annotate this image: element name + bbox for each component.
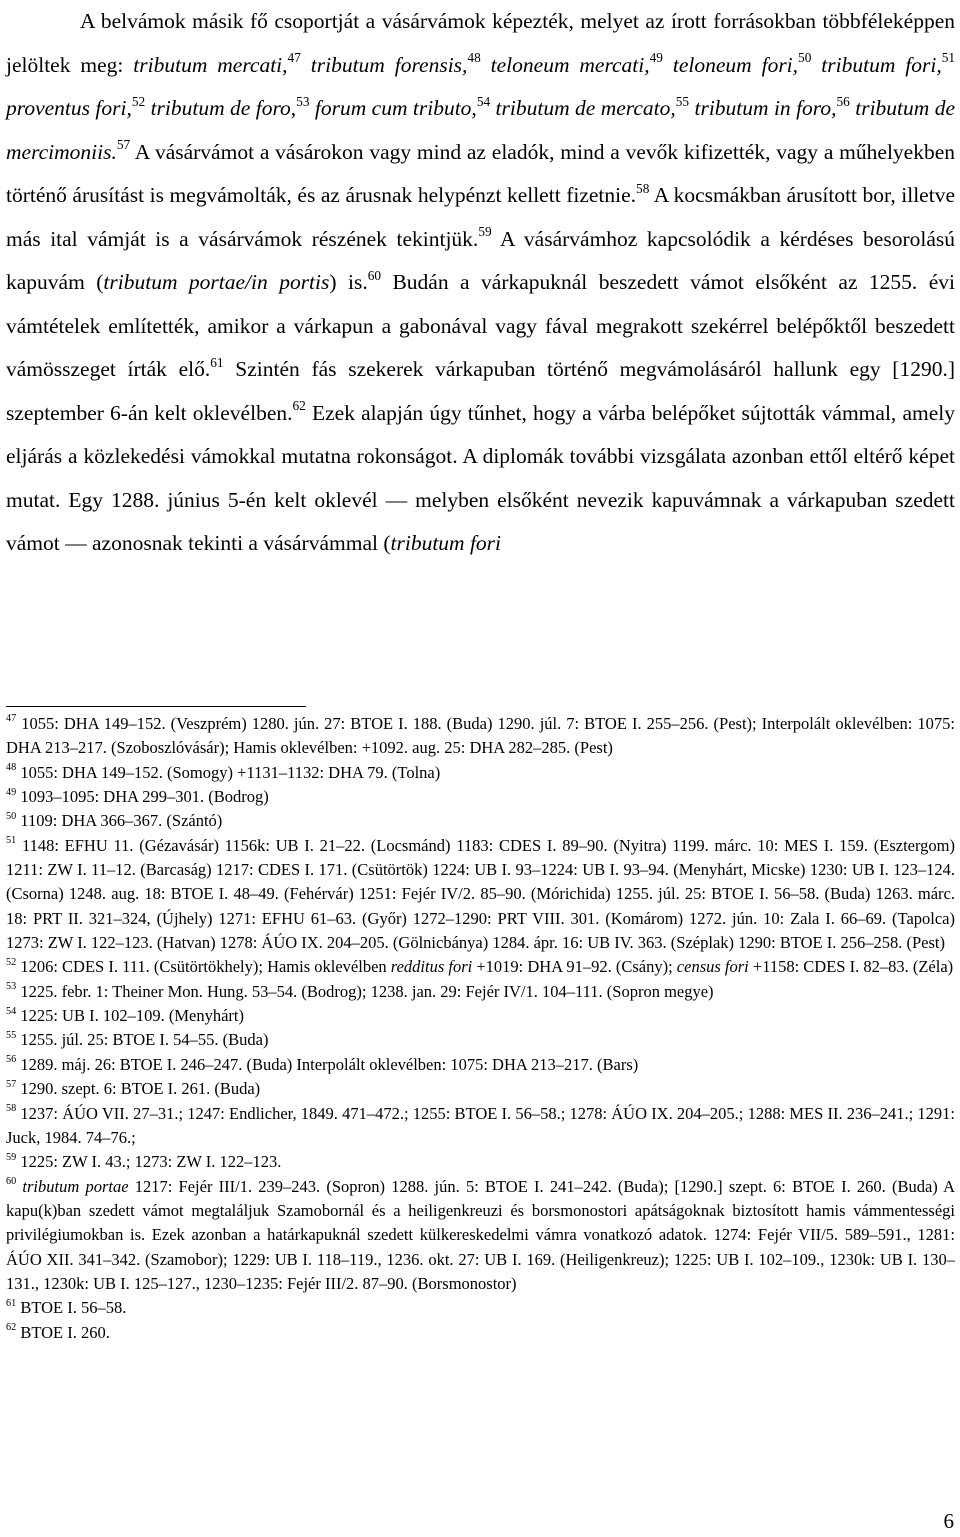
text-run: Szintén fás szekerek várkapuban történő megvámolásáról hallunk egy [1290.] szeptember 6-án kelt oklevélben. <box>6 357 955 425</box>
footnote-number: 48 <box>6 762 17 774</box>
footnote-55 <box>6 1028 955 1052</box>
footnote-text: 1148: EFHU 11. (Gézavásár) 1156k: UB I. 21–22. (Locsmánd) 1183: CDES I. 89–90. (Nyitra) 1199. márc. 10: MES I. 159. (Esztergom) 1211: ZW I. 11–12. (Barcaság) 1217: CDES I. 171. (Csütörtök) 1224: UB I. 93–1224: UB I. 93–94. (Menyhárt, Micske) 1230: UB I. 123–124. (Csorna) 1248. aug. 18: BTOE I. 48–49. (Fehérvár) 1251: Fejér IV/2. 85–90. (Mórichida) 1255. júl. 25: BTOE I. 56–58. (Buda) 1263. márc. 18: PRT II. 321–324, (Újhely) 1271: EFHU 61–63. (Győr) 1272–1290: PRT VIII. 301. (Komárom) 1272. jún. 10: Zala I. 66–69. (Tapolca) 1273: ZW I. 122–123. (Hatvan) 1278: ÁÚO IX. 204–205. (Gölnicbánya) 1284. ápr. 16: UB IV. 363. (Széplak) 1290: BTOE I. 256–258. (Pest) <box>6 835 956 953</box>
footnote-text: BTOE I. 56–58. <box>20 1298 127 1318</box>
latin-term: tributum fori, <box>811 52 942 77</box>
footnote-52 <box>6 955 955 979</box>
latin-term: proventus fori, <box>6 96 132 120</box>
footnote-number: 62 <box>6 1322 17 1334</box>
footnote-60 <box>6 1175 955 1297</box>
footnote-59 <box>6 1150 955 1174</box>
footnote-49 <box>6 785 955 809</box>
footnote-number: 52 <box>6 956 17 968</box>
footnote-number: 56 <box>6 1054 17 1066</box>
latin-term: forum cum tributo, <box>309 96 477 120</box>
footnote-ref[interactable]: 59 <box>478 224 492 240</box>
footnote-text: 1289. máj. 26: BTOE I. 246–247. (Buda) Interpolált oklevélben: 1075: DHA 213–217. (Bars) <box>20 1054 639 1074</box>
footnote-ref[interactable]: 57 <box>116 137 131 153</box>
footnote-number: 61 <box>6 1297 17 1309</box>
footnote-text: 1290. szept. 6: BTOE I. 261. (Buda) <box>20 1079 261 1099</box>
footnote-text: 1225: UB I. 102–109. (Menyhárt) <box>20 1006 244 1026</box>
footnote-56 <box>6 1053 955 1077</box>
footnote-ref[interactable]: 56 <box>836 93 850 109</box>
footnote-ref[interactable]: 58 <box>636 180 650 196</box>
footnote-ref[interactable]: 48 <box>467 50 481 66</box>
footnote-54 <box>6 1004 955 1028</box>
latin-term: tributum in foro, <box>689 96 837 120</box>
footnote-ref[interactable]: 55 <box>675 93 690 109</box>
text-run: A vásárvámhoz kapcsolódik a kérdéses besorolású kapuvám ( <box>6 226 955 294</box>
footnote-text: 1055: DHA 149–152. (Veszprém) 1280. jún. 27: BTOE I. 188. (Buda) 1290. júl. 7: BTOE I. 255–256. (Pest); Interpolált oklevélben: 1075: DHA 213–217. (Szoboszlóvásár); Hamis oklevélben: +1092. aug. 25: DHA 282–285. (Pest) <box>6 714 956 758</box>
footnote-48 <box>6 761 955 785</box>
footnote-58 <box>6 1102 955 1151</box>
footnote-number: 53 <box>6 981 17 993</box>
text-run: A belvámok másik fő csoportját a vásárvámok képezték, melyet az írott forrásokban többféleképpen jelöltek meg: <box>6 9 955 77</box>
latin-term: census fori <box>676 957 749 977</box>
footnote-number: 49 <box>6 786 17 798</box>
footnote-separator <box>6 706 306 707</box>
footnote-number: 57 <box>6 1078 17 1090</box>
latin-term: redditus fori <box>390 957 473 977</box>
footnote-number: 55 <box>6 1029 17 1041</box>
footnote-ref[interactable]: 50 <box>798 50 812 66</box>
footnote-number: 47 <box>6 713 17 725</box>
latin-term: tributum portae/in portis <box>103 270 330 294</box>
footnote-text: 1225. febr. 1: Theiner Mon. Hung. 53–54. (Bodrog); 1238. jan. 29: Fejér IV/1. 104–111. (Sopron megye) <box>20 981 714 1001</box>
footnote-text: 1093–1095: DHA 299–301. (Bodrog) <box>20 787 269 807</box>
latin-term: tributum de mercimoniis. <box>6 96 955 164</box>
footnote-text: +1158: CDES I. 82–83. (Zéla) <box>748 957 954 977</box>
footnote-ref[interactable]: 51 <box>941 50 956 66</box>
text-run: A vásárvámot a vásárokon vagy mind az eladók, mind a vevők kifizették, vagy a műhelyekben történő árusítást is megvámolták, és az árusnak helypénzt kellett fizetnie. <box>6 139 955 207</box>
footnote-47 <box>6 712 955 761</box>
document-page <box>6 0 956 1342</box>
footnote-text: BTOE I. 260. <box>20 1322 110 1342</box>
footnote-number: 59 <box>6 1151 17 1163</box>
footnote-number: 60 <box>6 1176 17 1188</box>
latin-term: tributum fori <box>390 531 502 555</box>
footnote-ref[interactable]: 53 <box>296 93 310 109</box>
footnote-number: 58 <box>6 1102 17 1114</box>
footnote-57 <box>6 1077 955 1101</box>
footnote-ref[interactable]: 47 <box>287 50 301 66</box>
footnote-number: 54 <box>6 1005 17 1017</box>
footnote-text: 1055: DHA 149–152. (Somogy) +1131–1132: DHA 79. (Tolna) <box>20 762 441 782</box>
footnote-ref[interactable]: 52 <box>131 93 146 109</box>
latin-term: teloneum mercati, <box>480 52 650 77</box>
footnote-62 <box>6 1321 955 1345</box>
footnote-51 <box>6 834 955 956</box>
footnote-text: 1225: ZW I. 43.; 1273: ZW I. 122–123. <box>20 1152 282 1172</box>
latin-term: tributum de mercato, <box>490 96 676 120</box>
footnote-text: +1019: DHA 91–92. (Csány); <box>472 957 677 977</box>
text-run: A kocsmákban árusított bor, illetve más ital vámját is a vásárvámok részének tekintjük. <box>6 183 955 251</box>
latin-term: tributum portae <box>22 1176 129 1196</box>
footnote-ref[interactable]: 49 <box>649 50 663 66</box>
footnote-ref[interactable]: 54 <box>476 93 491 109</box>
footnotes <box>6 712 955 1345</box>
footnote-ref[interactable]: 61 <box>210 354 224 370</box>
footnote-text: 1109: DHA 366–367. (Szántó) <box>20 811 223 831</box>
footnote-number: 50 <box>6 810 17 822</box>
page-number: 6 <box>943 1509 954 1533</box>
footnote-ref[interactable]: 62 <box>292 398 306 414</box>
text-run: Ezek alapján úgy tűnhet, hogy a várba belépőket sújtották vámmal, amely eljárás a közlekedési vámokkal mutatna rokonságot. A diplomák további vizsgálata azonban ettől eltérő képet mutat. Egy 1288. június 5-én kelt oklevél — melyben elsőként nevezik kapuvámnak a várkapuban szedett vámot — azonosnak tekinti a vásárvámmal ( <box>6 400 955 555</box>
footnote-text: 1206: CDES I. 111. (Csütörtökhely); Hamis oklevélben <box>20 957 391 977</box>
latin-term: tributum de foro, <box>145 96 297 120</box>
footnote-50 <box>6 809 955 833</box>
footnote-text: 1255. júl. 25: BTOE I. 54–55. (Buda) <box>20 1030 269 1050</box>
footnote-text: 1217: Fejér III/1. 239–243. (Sopron) 1288. jún. 5: BTOE I. 241–242. (Buda); [1290.] szept. 6: BTOE I. 260. (Buda) A kapu(k)ban szedett vámot megtaláljuk Szamobornál és a heiligenkreuzi és borsmonostori apátságoknak biztosított hamis vámmentességi privilégiumokban is. Ezek azonban a határkapuknál szedett külkereskedelmi vámra vonatkozó adatok. 1274: Fejér VII/5. 589–591., 1281: ÁÚO XII. 341–342. (Szamobor); 1229: UB I. 118–119., 1236. okt. 27: UB I. 169. (Heiligenkreuz); 1225: UB I. 102–109., 1230k: UB I. 130–131., 1230k: UB I. 125–127., 1230–1235: Fejér III/2. 87–90. (Borsmonostor) <box>6 1176 955 1293</box>
footnote-61 <box>6 1296 955 1320</box>
latin-term: tributum mercati, <box>133 52 288 77</box>
footnote-ref[interactable]: 60 <box>367 267 382 283</box>
latin-term: teloneum fori, <box>662 52 799 77</box>
text-run: Budán a várkapuknál beszedett vámot elsőként az 1255. évi vámtételek említették, amikor a várkapun a gabonával vagy fával megrakott szekérrel belépőktől beszedett vámösszeget írták elő. <box>6 270 956 381</box>
main-paragraph <box>6 0 955 566</box>
latin-term: tributum forensis, <box>300 52 468 77</box>
footnote-number: 51 <box>6 835 17 847</box>
footnote-text: 1237: ÁÚO VII. 27–31.; 1247: Endlicher, 1849. 471–472.; 1255: BTOE I. 56–58.; 1278: ÁÚO IX. 204–205.; 1288: MES II. 236–241.; 1291: Juck, 1984. 74–76.; <box>6 1103 956 1147</box>
text-run: ) is. <box>329 270 368 294</box>
footnote-53 <box>6 980 955 1004</box>
